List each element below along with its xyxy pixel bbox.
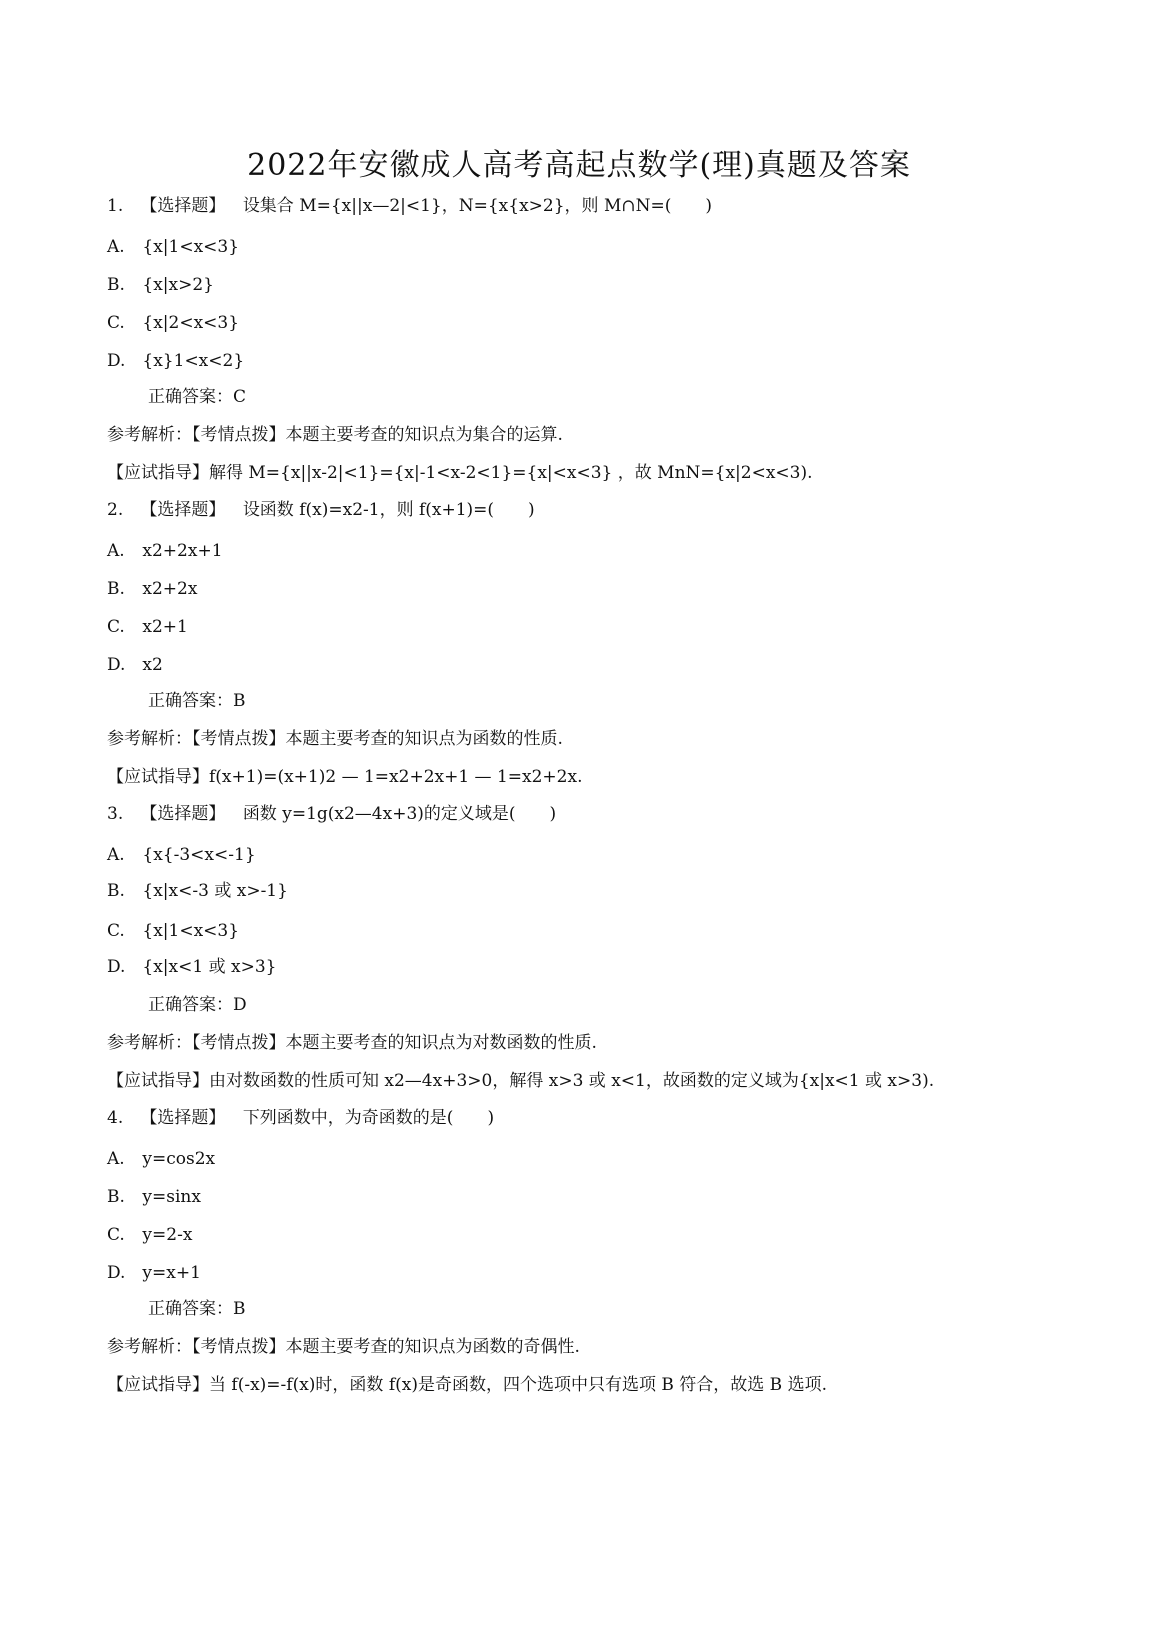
option-c (107, 1224, 192, 1246)
option-a (107, 236, 239, 258)
question-type-tag: 【选择题】 (140, 500, 226, 520)
question-type-tag: 【选择题】 (140, 196, 226, 216)
question-type-tag: 【选择题】 (140, 1108, 226, 1128)
option-text: x2 (142, 655, 163, 675)
option-letter: D. (107, 351, 126, 371)
correct-answer: 正确答案：B (148, 1299, 246, 1319)
option-b (107, 880, 288, 902)
option-a (107, 540, 223, 562)
option-text: {x|2<x<3} (142, 313, 240, 333)
option-letter: A. (107, 541, 125, 561)
option-letter: D. (107, 1263, 126, 1283)
question-number: 1. (107, 196, 124, 216)
option-letter: D. (107, 655, 126, 675)
option-b (107, 1186, 201, 1208)
option-a (107, 844, 256, 866)
correct-answer: 正确答案：B (148, 691, 246, 711)
exam-guide: 【应试指导】当 f(-x)=-f(x)时，函数 f(x)是奇函数，四个选项中只有选项 B 符合，故选 B 选项. (107, 1375, 827, 1395)
question-number: 4. (107, 1108, 124, 1128)
option-letter: C. (107, 1225, 125, 1245)
question-stem: 设函数 f(x)=x2-1，则 f(x+1)=( ) (242, 500, 535, 520)
question-number: 2. (107, 500, 124, 520)
option-letter: B. (107, 579, 125, 599)
option-text: {x|x<-3 或 x>-1} (142, 881, 288, 901)
exam-guide: 【应试指导】解得 M={x||x-2|<1}={x|-1<x-2<1}={x|<x<3} ，故 MnN={x|2<x<3). (107, 463, 813, 483)
question-stem: 函数 y=1g(x2—4x+3)的定义域是( ) (242, 804, 557, 824)
question-number: 3. (107, 804, 124, 824)
option-text: x2+2x+1 (142, 541, 223, 561)
option-d (107, 956, 276, 978)
option-d (107, 1262, 201, 1284)
question-3-stem-line (107, 803, 556, 825)
correct-answer: 正确答案：C (148, 387, 247, 407)
option-a (107, 1148, 215, 1170)
option-letter: C. (107, 617, 125, 637)
question-stem: 设集合 M={x||x—2|<1}，N={x{x>2}，则 M∩N=( ) (242, 196, 712, 216)
correct-answer: 正确答案：D (148, 995, 247, 1015)
option-letter: C. (107, 921, 125, 941)
option-text: {x}1<x<2} (142, 351, 245, 371)
option-b (107, 274, 214, 296)
option-letter: A. (107, 237, 125, 257)
option-d (107, 654, 163, 676)
option-letter: A. (107, 845, 125, 865)
option-text: y=2-x (142, 1225, 193, 1245)
question-4-stem-line (107, 1107, 494, 1129)
option-letter: B. (107, 881, 125, 901)
option-text: {x|1<x<3} (142, 921, 240, 941)
option-text: {x|1<x<3} (142, 237, 240, 257)
question-stem: 下列函数中，为奇函数的是( ) (242, 1108, 495, 1128)
option-letter: A. (107, 1149, 125, 1169)
option-text: {x|x<1 或 x>3} (142, 957, 277, 977)
question-1-stem-line (107, 195, 712, 217)
option-c (107, 312, 239, 334)
option-text: {x{-3<x<-1} (142, 845, 256, 865)
reference-analysis: 参考解析：【考情点拨】本题主要考查的知识点为集合的运算. (107, 425, 563, 445)
option-text: x2+1 (142, 617, 188, 637)
option-d (107, 350, 244, 372)
option-letter: B. (107, 275, 125, 295)
option-b (107, 578, 197, 600)
option-letter: D. (107, 957, 126, 977)
option-letter: B. (107, 1187, 125, 1207)
page-title: 2022年安徽成人高考高起点数学(理)真题及答案 (247, 148, 911, 183)
option-text: y=cos2x (142, 1149, 216, 1169)
option-text: x2+2x (142, 579, 198, 599)
question-2-stem-line (107, 499, 535, 521)
option-c (107, 616, 188, 638)
reference-analysis: 参考解析：【考情点拨】本题主要考查的知识点为函数的奇偶性. (107, 1337, 580, 1357)
option-letter: C. (107, 313, 125, 333)
question-type-tag: 【选择题】 (140, 804, 226, 824)
option-text: y=x+1 (142, 1263, 201, 1283)
exam-guide: 【应试指导】由对数函数的性质可知 x2—4x+3>0，解得 x>3 或 x<1，故函数的定义域为{x|x<1 或 x>3). (107, 1071, 935, 1091)
option-c (107, 920, 239, 942)
option-text: y=sinx (142, 1187, 201, 1207)
option-text: {x|x>2} (142, 275, 215, 295)
reference-analysis: 参考解析：【考情点拨】本题主要考查的知识点为对数函数的性质. (107, 1033, 597, 1053)
reference-analysis: 参考解析：【考情点拨】本题主要考查的知识点为函数的性质. (107, 729, 563, 749)
exam-guide: 【应试指导】f(x+1)=(x+1)2 — 1=x2+2x+1 — 1=x2+2x. (107, 767, 583, 787)
